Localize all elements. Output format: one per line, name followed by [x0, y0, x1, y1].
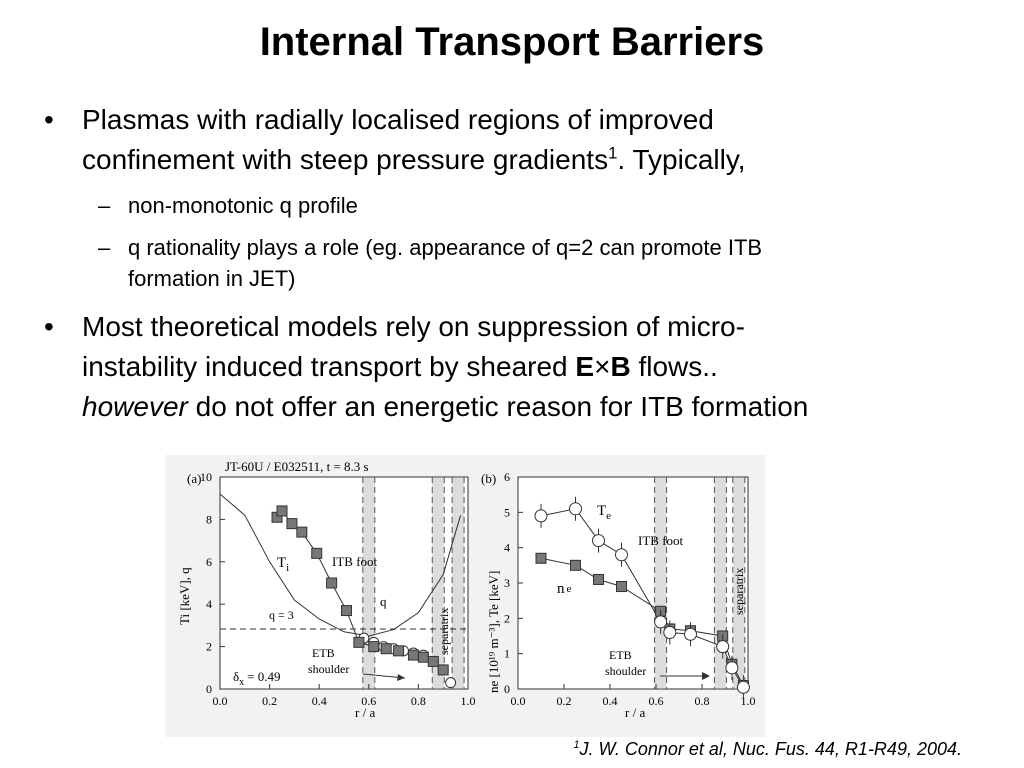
bullet-1-line-1: Plasmas with radially localised regions of improved [82, 104, 714, 135]
ti-label: $T_i$ [277, 555, 290, 574]
te-point [655, 616, 667, 628]
ne-label: n e [557, 581, 572, 597]
etb-label-b: ETB [609, 648, 632, 662]
y-tick-label: 6 [206, 554, 212, 569]
y-tick-label: 0 [504, 682, 510, 696]
bullet-2-line-2 [82, 347, 982, 387]
x-tick-label: 0.0 [510, 694, 526, 708]
ti-point [381, 644, 391, 654]
ti-point [327, 578, 337, 588]
te-label: $T_e$ [597, 503, 612, 522]
y-tick-label: 6 [504, 470, 510, 484]
te-point [737, 681, 749, 693]
panel-b-xlabel: r / a [625, 705, 646, 720]
citation-text: J. W. Connor et al, Nuc. Fus. 44, R1-R49, 2004. [579, 739, 962, 759]
separatrix-label-b: separatrix [732, 567, 746, 615]
bullet-1-line-2 [82, 140, 982, 180]
figure [165, 455, 765, 737]
y-tick-label: 8 [206, 512, 212, 527]
ti-point [438, 665, 448, 675]
footnote-ref: 1 [608, 143, 618, 163]
slide-title: Internal Transport Barriers [259, 20, 765, 64]
y-tick-label: 0 [206, 682, 212, 696]
shaded-band [363, 478, 375, 688]
x-tick-label: 0.6 [648, 694, 664, 708]
bullet-symbol: • [44, 311, 54, 342]
x-tick-label: 0.8 [410, 694, 426, 708]
panel-b [481, 470, 756, 720]
bullet-2-text [82, 307, 982, 427]
te-point [685, 628, 697, 640]
figure-svg [165, 455, 765, 737]
y-tick-label: 4 [206, 597, 212, 612]
y-tick-label: 4 [504, 540, 510, 555]
citation-ref: 1 [573, 739, 580, 751]
bullet-1-line-2-text: confinement with steep pressure gradients [82, 144, 609, 175]
bullet-2-line-2-text: instability induced transport by sheared [82, 351, 576, 382]
y-tick-label: 2 [504, 611, 510, 626]
y-tick-label: 1 [504, 646, 510, 661]
times-symbol: × [594, 351, 611, 382]
panel-b-ylabel: ne [10¹⁹ m⁻³], Te [keV] [486, 570, 501, 693]
ti-point [418, 652, 428, 662]
shaded-band [655, 478, 667, 688]
te-point [570, 503, 582, 515]
citation [573, 739, 962, 760]
separatrix-label-a: separatrix [437, 607, 451, 655]
bullet-1-text [82, 100, 982, 180]
ne-point [617, 582, 627, 592]
sub-bullet-2-line-1: q rationality plays a role (eg. appearance of q=2 can promote ITB [128, 235, 763, 260]
bullet-1-line-2-tail: . Typically, [617, 144, 746, 175]
te-point [664, 626, 676, 638]
shaded-band [452, 478, 464, 688]
shoulder-label-a: shoulder [308, 662, 350, 676]
ti-point [428, 656, 438, 666]
shoulder-label-b: shoulder [605, 664, 647, 678]
q-label: q [380, 594, 387, 609]
te-point [717, 641, 729, 653]
ti-open-point [446, 678, 456, 688]
ti-point [297, 527, 307, 537]
sub-bullet-2-line-2: formation in JET) [128, 266, 296, 291]
itb-foot-label-a: ITB foot [332, 554, 378, 569]
x-tick-label: 0.2 [556, 694, 572, 708]
panel-a-ylabel: Ti [keV], q [177, 567, 192, 625]
ti-point [287, 519, 297, 529]
e-symbol: E [575, 351, 595, 382]
ti-point [277, 506, 287, 516]
ti-point [408, 650, 418, 660]
itb-foot-label-b: ITB foot [638, 533, 684, 548]
y-tick-label: 3 [504, 576, 510, 590]
panel-b-label: (b) [481, 471, 497, 486]
y-tick-label: 10 [200, 470, 212, 484]
shaded-band [714, 478, 726, 688]
y-tick-label: 5 [504, 505, 510, 520]
bullet-2-line-2-tail: flows.. [630, 351, 718, 382]
te-point [535, 510, 547, 522]
ne-point [594, 574, 604, 584]
x-tick-label: 0.6 [361, 694, 377, 708]
x-tick-label: 0.0 [212, 694, 228, 708]
bullet-2-line-3-text: do not offer an energetic reason for ITB formation [187, 391, 809, 422]
x-tick-label: 0.4 [602, 694, 618, 708]
ne-point [571, 560, 581, 570]
panel-b-frame [518, 477, 748, 689]
ti-point [341, 606, 351, 616]
x-tick-label: 1.0 [460, 694, 476, 708]
y-tick-label: 2 [206, 639, 212, 654]
te-point [593, 535, 605, 547]
ti-point [394, 646, 404, 656]
panel-a-xlabel: r / a [355, 705, 376, 720]
x-tick-label: 0.4 [311, 694, 327, 708]
panel-a [177, 459, 476, 720]
sub-bullet-2-text [128, 232, 978, 294]
ti-point [312, 548, 322, 558]
x-tick-label: 0.2 [262, 694, 278, 708]
dash-symbol: – [98, 235, 111, 260]
ne-point [536, 553, 546, 563]
delta-x-label: $\delta_x = 0.49$ [233, 669, 281, 688]
bullet-2-line-3 [82, 387, 982, 427]
sub-bullet-1-text: non-monotonic q profile [128, 193, 358, 218]
however-emphasis: however [82, 391, 188, 422]
x-tick-label: 0.8 [694, 694, 710, 708]
ti-point [369, 642, 379, 652]
panel-a-header: JT-60U / E032511, t = 8.3 s [225, 459, 369, 474]
te-point [726, 662, 738, 674]
q3-label: q = 3 [269, 608, 294, 622]
bullet-symbol: • [44, 104, 54, 135]
panel-a-label: (a) [187, 471, 202, 486]
dash-symbol: – [98, 193, 111, 218]
etb-label-a: ETB [312, 646, 335, 660]
te-point [616, 549, 628, 561]
ti-point [354, 637, 364, 647]
b-symbol: B [610, 351, 631, 382]
bullet-2-line-1: Most theoretical models rely on suppression of micro- [82, 311, 745, 342]
x-tick-label: 1.0 [740, 694, 756, 708]
